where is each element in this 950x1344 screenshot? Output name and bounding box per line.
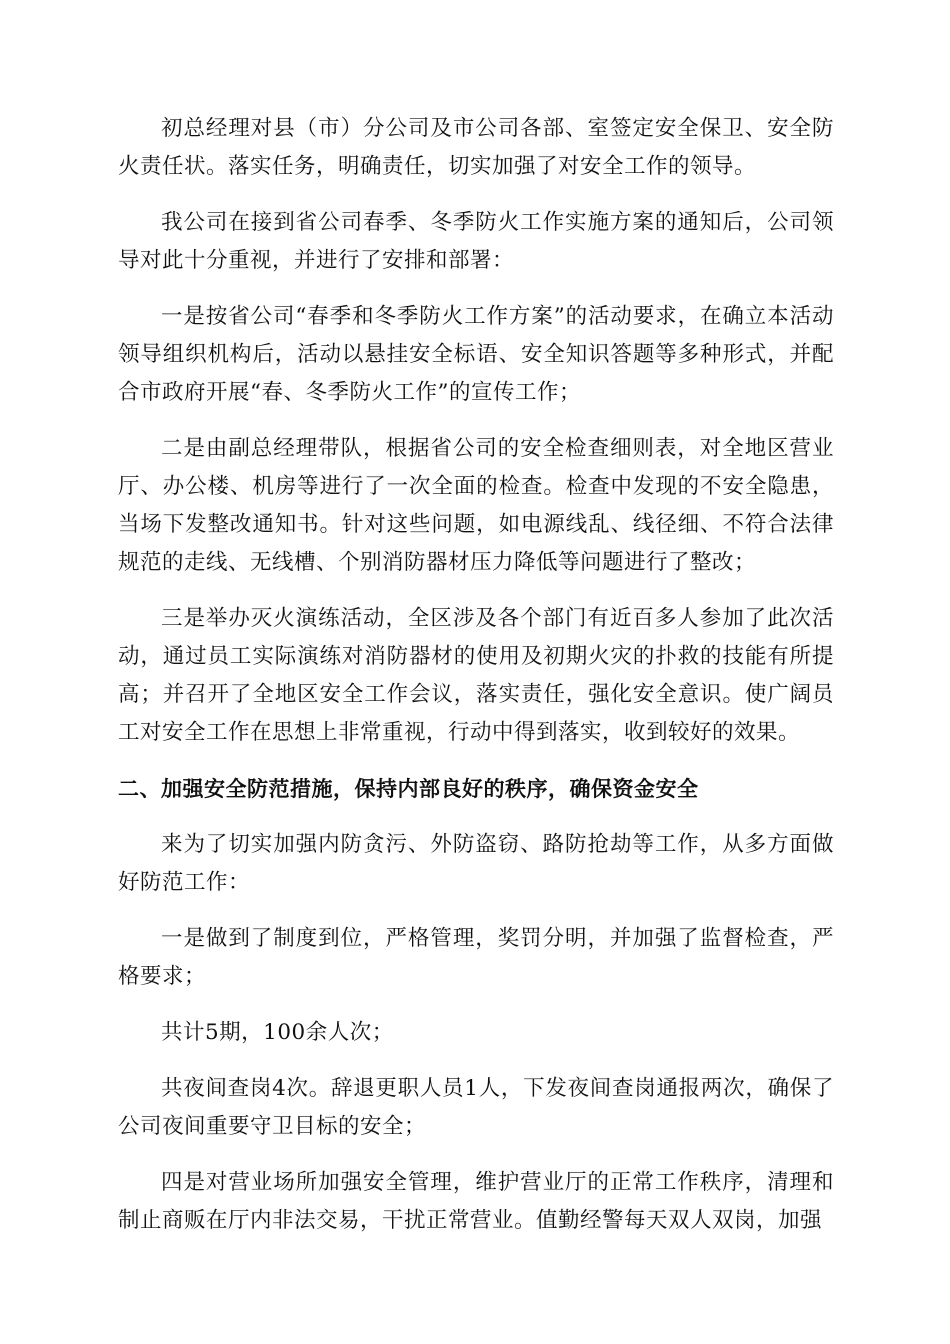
paragraph-fire-plan-notice: 我公司在接到省公司春季、冬季防火工作实施方案的通知后，公司领导对此十分重视，并进行了安排和部署： bbox=[118, 210, 834, 273]
paragraph-item-one-campaign: 一是按省公司“春季和冬季防火工作方案”的活动要求，在确立本活动领导组织机构后，活动以悬挂安全标语、安全知识答题等多种形式，并配合市政府开展“春、冬季防火工作”的宣传工作； bbox=[118, 304, 834, 405]
paragraph-prevention-intro: 来为了切实加强内防贪污、外防盗窃、路防抢劫等工作，从多方面做好防范工作： bbox=[118, 832, 834, 895]
paragraph-night-checks: 共夜间查岗4次。辞退更职人员1人，下发夜间查岗通报两次，确保了公司夜间重要守卫目标的安全； bbox=[118, 1076, 834, 1139]
paragraph-training-count: 共计5期，100余人次； bbox=[161, 1020, 394, 1045]
paragraph-item-two-inspection: 二是由副总经理带队，根据省公司的安全检查细则表，对全地区营业厅、办公楼、机房等进行了一次全面的检查。检查中发现的不安全隐患，当场下发整改通知书。针对这些问题，如电源线乱、线径细、不符合法律规范的走线、无线槽、个别消防器材压力降低等问题进行了整改； bbox=[118, 436, 834, 575]
paragraph-item-one-system: 一是做到了制度到位，严格管理，奖罚分明，并加强了监督检查，严格要求； bbox=[118, 926, 834, 989]
section-heading: 二、加强安全防范措施，保持内部良好的秩序，确保资金安全 bbox=[118, 777, 699, 801]
paragraph-responsibility-contracts: 初总经理对县（市）分公司及市公司各部、室签定安全保卫、安全防火责任状。落实任务，明确责任，切实加强了对安全工作的领导。 bbox=[118, 116, 834, 179]
paragraph-item-three-drill: 三是举办灭火演练活动，全区涉及各个部门有近百多人参加了此次活动，通过员工实际演练对消防器材的使用及初期火灾的扑救的技能有所提高；并召开了全地区安全工作会议，落实责任，强化安全意识。使广阔员工对安全工作在思想上非常重视，行动中得到落实，收到较好的效果。 bbox=[118, 606, 834, 745]
document-page bbox=[118, 110, 834, 1258]
paragraph-item-four-business-hall: 四是对营业场所加强安全管理，维护营业厅的正常工作秩序，清理和制止商贩在厅内非法交易，干扰正常营业。值勤经警每天双人双岗，加强 bbox=[118, 1170, 834, 1233]
